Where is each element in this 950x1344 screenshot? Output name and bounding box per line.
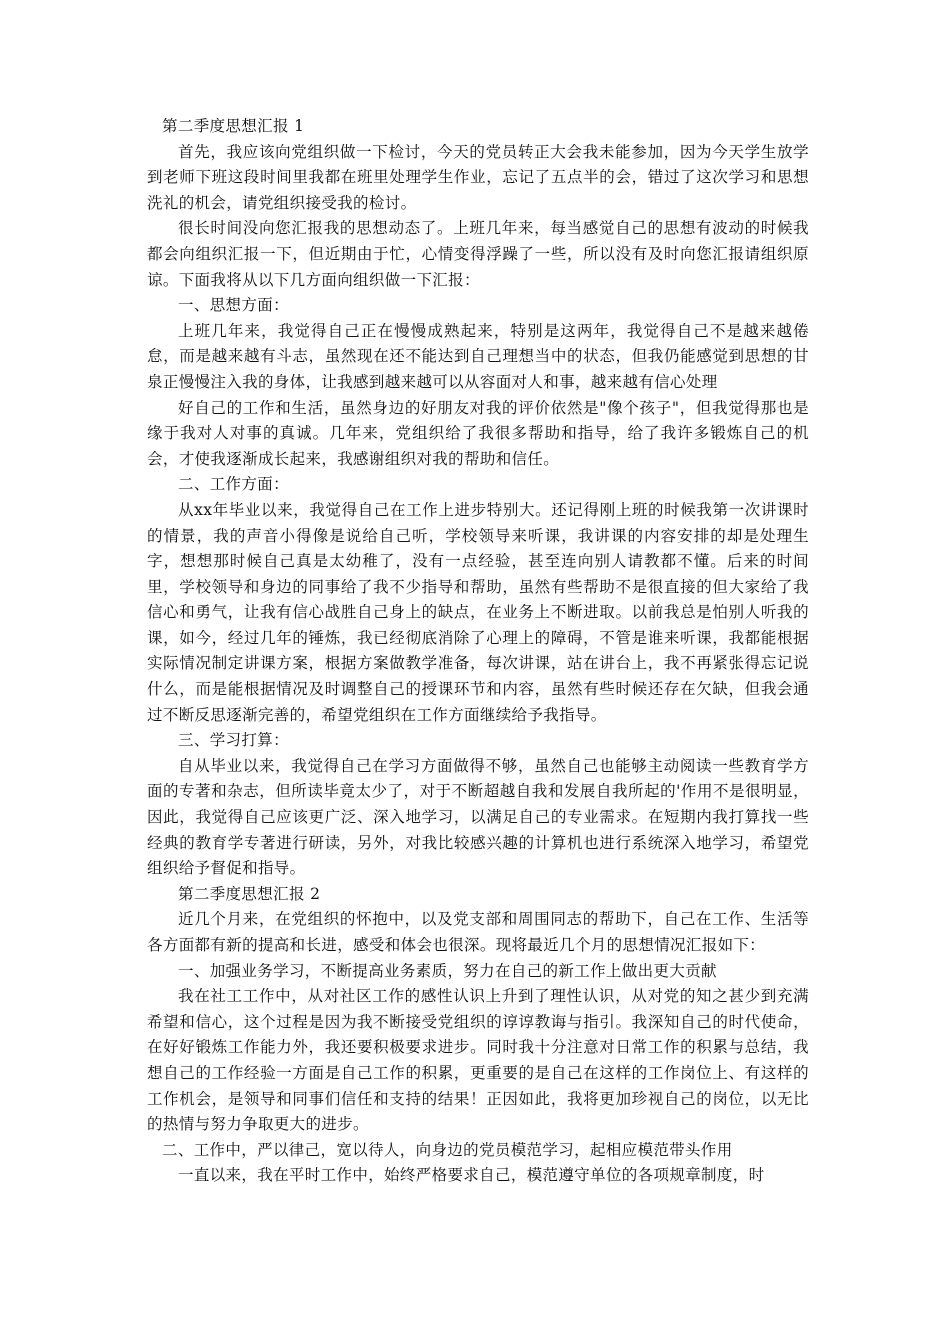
paragraph: 上班几年来，我觉得自己正在慢慢成熟起来，特别是这两年，我觉得自己不是越来越倦怠，而是越来越有斗志，虽然现在还不能达到自己理想当中的状态，但我仍能感觉到思想的甘泉正慢慢注入我的身体，让我感到越来越可以从容面对人和事，越来越有信心处理 [147,321,809,391]
paragraph: 好自己的工作和生活，虽然身边的好朋友对我的评价依然是"像个孩子"，但我觉得那也是缘于我对人对事的真诚。几年来，党组织给了我很多帮助和指导，给了我许多锻炼自己的机会，才使我逐渐成长起来，我感谢组织对我的帮助和信任。 [147,398,809,468]
section-heading: 一、加强业务学习，不断提高业务素质，努力在自己的新工作上做出更大贡献 [178,961,717,980]
section-heading: 二、工作方面： [178,475,289,494]
report-title-2: 第二季度思想汇报 2 [178,884,321,903]
paragraph: 近几个月来，在党组织的怀抱中，以及党支部和周围同志的帮助下，自己在工作、生活等各方面都有新的提高和长进，感受和体会也很深。现将最近几个月的思想情况汇报如下： [147,910,809,954]
section-heading: 二、工作中，严以律己，宽以待人，向身边的党员模范学习，起相应模范带头作用 [162,1140,733,1159]
section-heading: 一、思想方面： [178,296,289,315]
paragraph: 我在社工工作中，从对社区工作的感性认识上升到了理性认识，从对党的知之甚少到充满希望和信心，这个过程是因为我不断接受党组织的谆谆教诲与指引。我深知自己的时代使命，在好好锻炼工作能力外，我还要积极要求进步。同时我十分注意对日常工作的积累与总结，我想自己的工作经验一方面是自己工作的积累，更重要的是自己在这样的工作岗位上、有这样的工作机会，是领导和同事们信任和支持的结果！正因如此，我将更加珍视自己的岗位，以无比的热情与努力争取更大的进步。 [147,987,809,1134]
paragraph: 很长时间没向您汇报我的思想动态了。上班几年来，每当感觉自己的思想有波动的时候我都会向组织汇报一下，但近期由于忙，心情变得浮躁了一些，所以没有及时向您汇报请组织原谅。下面我将从以下几方面向组织做一下汇报： [147,219,809,289]
report-title-1: 第二季度思想汇报 1 [162,117,305,135]
paragraph: 从xx年毕业以来，我觉得自己在工作上进步特别大。还记得刚上班的时候我第一次讲课时的情景，我的声音小得像是说给自己听，学校领导来听课，我讲课的内容安排的却是处理生字，想想那时候自己真是太幼稚了，没有一点经验，甚至连向别人请教都不懂。后来的时间里，学校领导和身边的同事给了我不少指导和帮助，虽然有些帮助不是很直接的但大家给了我信心和勇气，让我有信心战胜自己身上的缺点，在业务上不断进取。以前我总是怕别人听我的课，如今，经过几年的锤炼，我已经彻底消除了心理上的障碍，不管是谁来听课，我都能根据实际情况制定讲课方案，根据方案做教学准备，每次讲课，站在讲台上，我不再紧张得忘记说什么，而是能根据情况及时调整自己的授课环节和内容，虽然有些时候还存在欠缺，但我会通过不断反思逐渐完善的，希望党组织在工作方面继续给予我指导。 [147,500,809,724]
paragraph: 一直以来，我在平时工作中，始终严格要求自己，模范遵守单位的各项规章制度，时 [178,1166,765,1185]
paragraph: 自从毕业以来，我觉得自己在学习方面做得不够，虽然自己也能够主动阅读一些教育学方面的专著和杂志，但所读毕竟太少了，对于不断超越自我和发展自我所起的'作用不是很明显，因此，我觉得自己应该更广泛、深入地学习，以满足自己的专业需求。在短期内我打算找一些经典的教育学专著进行研读，另外，对我比较感兴趣的计算机也进行系统深入地学习，希望党组织给予督促和指导。 [147,756,809,878]
paragraph: 首先，我应该向党组织做一下检讨，今天的党员转正大会我未能参加，因为今天学生放学到老师下班这段时间里我都在班里处理学生作业，忘记了五点半的会，错过了这次学习和思想洗礼的机会，请党组织接受我的检讨。 [147,142,809,212]
section-heading: 三、学习打算： [178,731,289,750]
document-body [147,114,809,1189]
